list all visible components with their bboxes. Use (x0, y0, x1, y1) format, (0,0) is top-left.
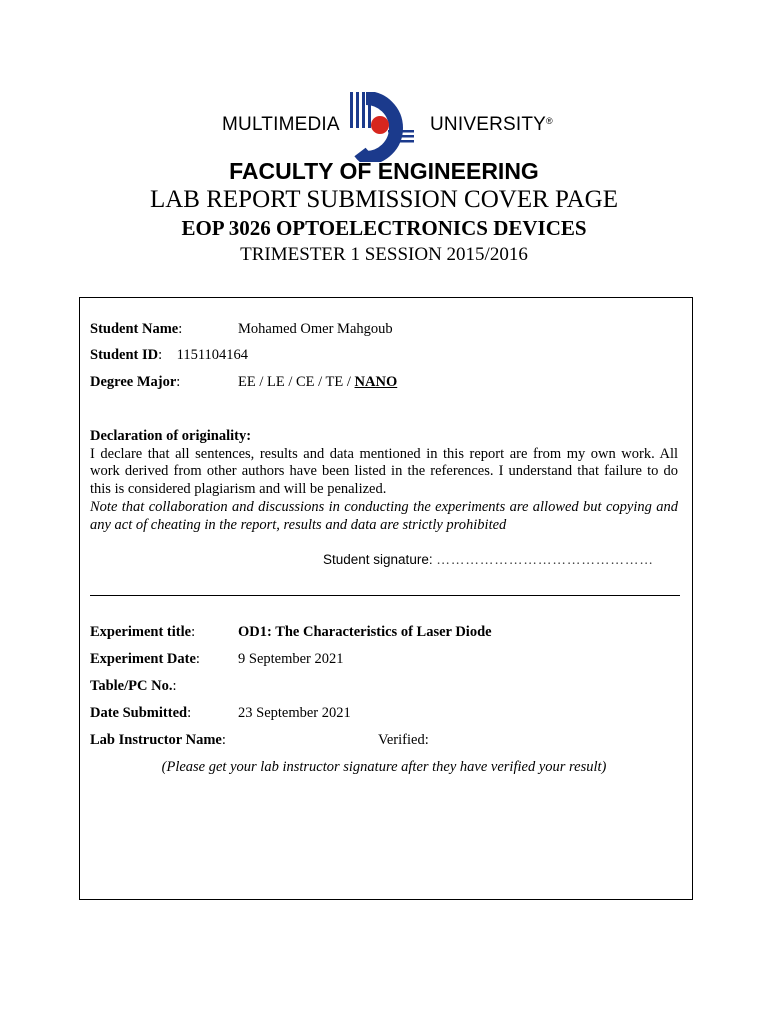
table-pc-label: Table/PC No. (90, 678, 173, 694)
date-submitted-label: Date Submitted (90, 705, 188, 721)
faculty-title: FACULTY OF ENGINEERING (229, 158, 539, 184)
student-name-label: Student Name (90, 321, 179, 337)
student-name-row: Student Name: Mohamed Omer Mahgoub (90, 321, 393, 337)
logo-text-multimedia: MULTIMEDIA (222, 114, 340, 135)
declaration-text: I declare that all sentences, results and data mentioned in this report are from my own work. All work derived from other authors have been listed in the references. I understand that failure to do this is considered plagiarism and will be penalized. (90, 445, 678, 498)
student-signature-dots: ……………………………………… (436, 552, 654, 567)
experiment-title-row: Experiment title: OD1: The Characteristics of Laser Diode (90, 624, 492, 640)
declaration-note: Note that collaboration and discussions in conducting the experiments are allowed but copying and any act of cheating in the report, results and data are strictly prohibited (90, 498, 678, 533)
declaration-title: Declaration of originality: (90, 428, 252, 444)
student-signature-line: Student signature: ……………………………………… (323, 552, 654, 567)
report-title: LAB REPORT SUBMISSION COVER PAGE (149, 186, 619, 213)
degree-major-label: Degree Major (90, 374, 177, 390)
experiment-date-row: Experiment Date: 9 September 2021 (90, 651, 344, 667)
degree-options: EE / LE / CE / TE / (238, 374, 355, 390)
degree-major-row: Degree Major: EE / LE / CE / TE / NANO (90, 374, 398, 390)
experiment-date-label: Experiment Date (90, 651, 196, 667)
lab-instructor-row: Lab Instructor Name: (90, 732, 226, 748)
student-signature-label: Student signature (323, 552, 429, 567)
logo-text-university: UNIVERSITY® (430, 114, 553, 135)
university-logo-icon (348, 92, 428, 162)
date-submitted-row: Date Submitted: 23 September 2021 (90, 705, 351, 721)
experiment-title-label: Experiment title (90, 624, 192, 640)
date-submitted-value: 23 September 2021 (238, 705, 351, 721)
student-id-value: 1151104164 (176, 347, 249, 363)
verified-label: Verified: (378, 732, 429, 748)
experiment-date-value: 9 September 2021 (238, 651, 344, 667)
student-id-row: Student ID: 1151104164 (90, 347, 249, 363)
trimester-label: TRIMESTER 1 SESSION 2015/2016 (240, 244, 528, 265)
student-id-label: Student ID (90, 347, 159, 363)
degree-major-value (238, 374, 397, 391)
table-pc-row: Table/PC No.: (90, 678, 177, 694)
instructor-note: (Please get your lab instructor signature after they have verified your result) (161, 759, 607, 775)
experiment-title-value: OD1: The Characteristics of Laser Diode (238, 624, 492, 640)
declaration-block (90, 428, 678, 534)
degree-selected: NANO (354, 374, 398, 390)
course-title: EOP 3026 OPTOELECTRONICS DEVICES (181, 216, 587, 240)
lab-instructor-label: Lab Instructor Name (90, 732, 222, 748)
section-divider (90, 595, 680, 596)
student-name-value: Mohamed Omer Mahgoub (238, 321, 393, 337)
